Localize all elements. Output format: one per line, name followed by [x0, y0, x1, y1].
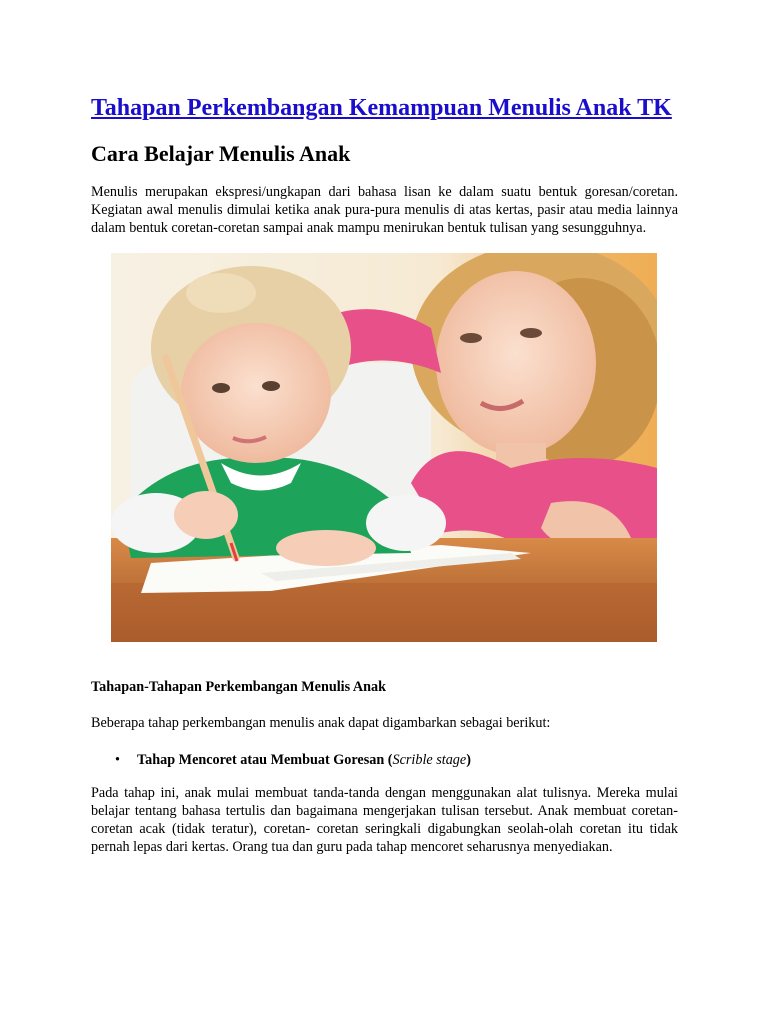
- bullet-marker: •: [115, 752, 120, 768]
- bullet-label: Tahap Mencoret atau Membuat Goresan: [137, 752, 385, 768]
- intro-paragraph: Menulis merupakan ekspresi/ungkapan dari bahasa lisan ke dalam suatu bentuk goresan/coretan. Kegiatan awal menulis dimulai ketika anak pura-pura menulis di atas kertas, pasir atau media lainnya dalam bentuk coretan-coretan sampai anak mampu menirukan bentuk tulisan yang sesungguhnya.: [91, 184, 678, 236]
- stages-heading: Tahapan-Tahapan Perkembangan Menulis Anak: [91, 679, 387, 695]
- photo-illustration: [111, 253, 657, 642]
- bullet-item-scribble-stage: [115, 751, 471, 769]
- mother-child-writing-photo: [111, 253, 657, 642]
- section-subtitle: Cara Belajar Menulis Anak: [91, 141, 351, 166]
- stages-intro: Beberapa tahap perkembangan menulis anak dapat digambarkan sebagai berikut:: [91, 715, 551, 731]
- document-title-link[interactable]: Tahapan Perkembangan Kemampuan Menulis Anak TK: [91, 95, 672, 121]
- bullet-paren-open: (: [384, 752, 393, 768]
- bullet-label-italic: Scrible stage: [392, 752, 467, 768]
- scribble-stage-paragraph: Pada tahap ini, anak mulai membuat tanda-tanda dengan menggunakan alat tulisnya. Mereka mulai belajar tentang bahasa tertulis dan bagaimana mengerjakan tulisan tersebut. Anak membuat coretan-coretan acak (tidak teratur), coretan- coretan seringkali digabungkan seolah-olah coretan itu tidak pernah lepas dari kertas. Orang tua dan guru pada tahap mencoret seharusnya menyediakan.: [91, 785, 678, 855]
- bullet-paren-close: ): [466, 752, 471, 768]
